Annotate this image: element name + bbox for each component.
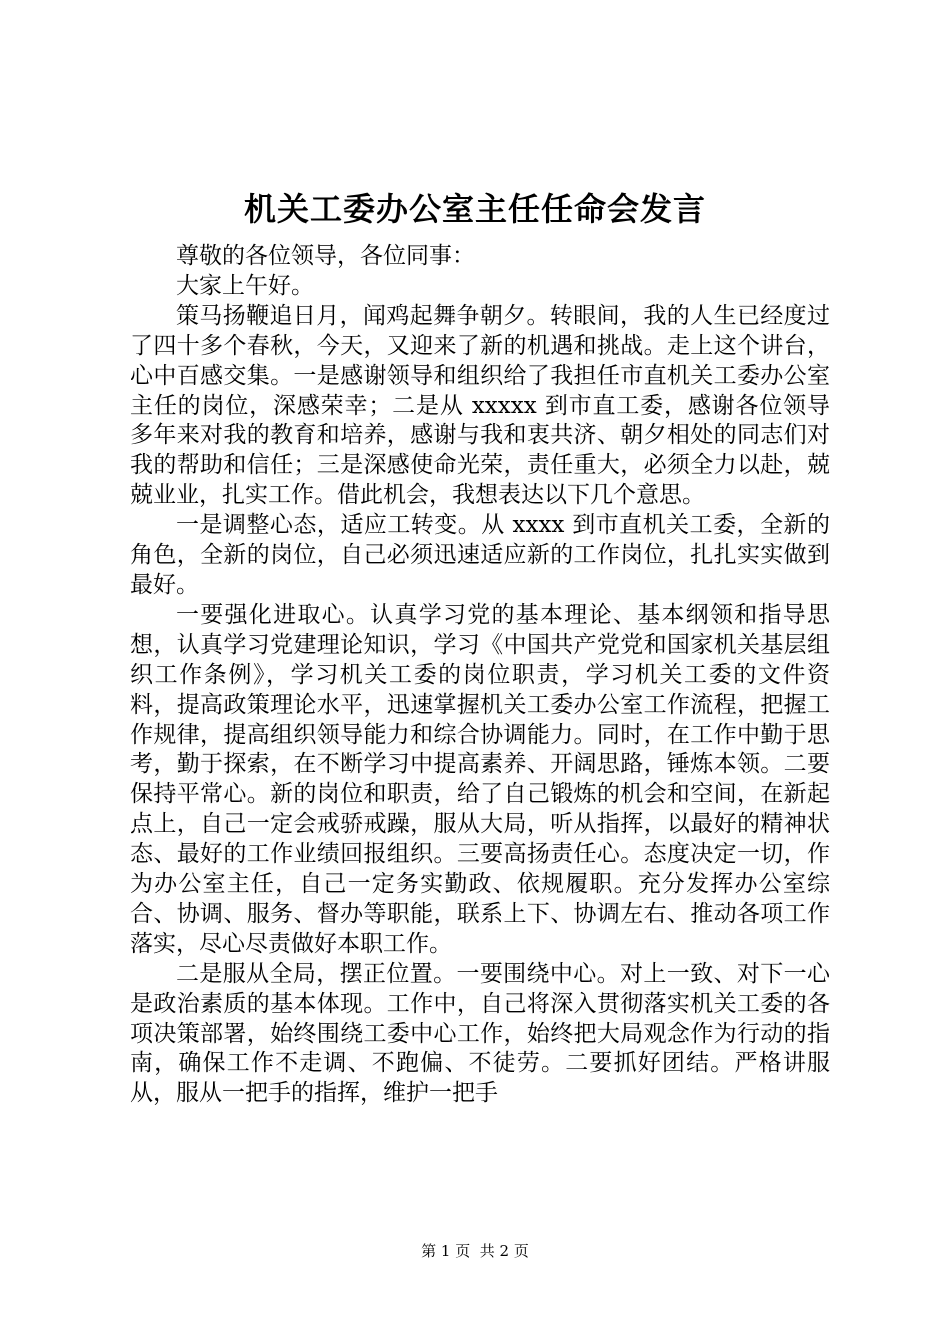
page-total: 共 2 页 bbox=[479, 1242, 529, 1260]
salutation-paragraph: 尊敬的各位领导，各位同事： bbox=[176, 243, 475, 269]
document-title: 机关工委办公室主任任命会发言 bbox=[243, 190, 706, 228]
document-body bbox=[130, 242, 830, 1109]
page-number: 第 1 页 bbox=[421, 1242, 471, 1260]
page-footer bbox=[0, 1238, 950, 1264]
body-paragraph: 二是服从全局，摆正位置。一要围绕中心。对上一致、对下一心是政治素质的基本体现。工作中，自己将深入贯彻落实机关工委的各项决策部署，始终围绕工委中心工作，始终把大局观念作为行动的指南，确保工作不走调、不跑偏、不徒劳。二要抓好团结。严格讲服从，服从一把手的指挥，维护一把手 bbox=[130, 960, 830, 1107]
body-paragraph: 一是调整心态，适应工转变。从 xxxx 到市直机关工委，全新的角色，全新的岗位，自己必须迅速适应新的工作岗位，扎扎实实做到最好。 bbox=[130, 512, 830, 598]
body-paragraph: 策马扬鞭追日月，闻鸡起舞争朝夕。转眼间，我的人生已经度过了四十多个春秋，今天，又迎来了新的机遇和挑战。走上这个讲台，心中百感交集。一是感谢领导和组织给了我担任市直机关工委办公室主任的岗位，深感荣幸；二是从 xxxxx 到市直工委，感谢各位领导多年来对我的教育和培养，感谢与我和衷共济、朝夕相处的同志们对我的帮助和信任；三是深感使命光荣，责任重大，必须全力以赴，兢兢业业，扎实工作。借此机会，我想表达以下几个意思。 bbox=[130, 302, 830, 509]
body-paragraph: 一要强化进取心。认真学习党的基本理论、基本纲领和指导思想，认真学习党建理论知识，学习《中国共产党党和国家机关基层组织工作条例》，学习机关工委的岗位职责，学习机关工委的文件资料，提高政策理论水平，迅速掌握机关工委办公室工作流程，把握工作规律，提高组织领导能力和综合协调能力。同时，在工作中勤于思考，勤于探索，在不断学习中提高素养、开阔思路，锤炼本领。二要保持平常心。新的岗位和职责，给了自己锻炼的机会和空间，在新起点上，自己一定会戒骄戒躁，服从大局，听从指挥，以最好的精神状态、最好的工作业绩回报组织。三要高扬责任心。态度决定一切，作为办公室主任，自己一定务实勤政、依规履职。充分发挥办公室综合、协调、服务、督办等职能，联系上下、协调左右、推动各项工作落实，尽心尽责做好本职工作。 bbox=[130, 601, 830, 957]
greeting-paragraph: 大家上午好。 bbox=[176, 272, 314, 299]
